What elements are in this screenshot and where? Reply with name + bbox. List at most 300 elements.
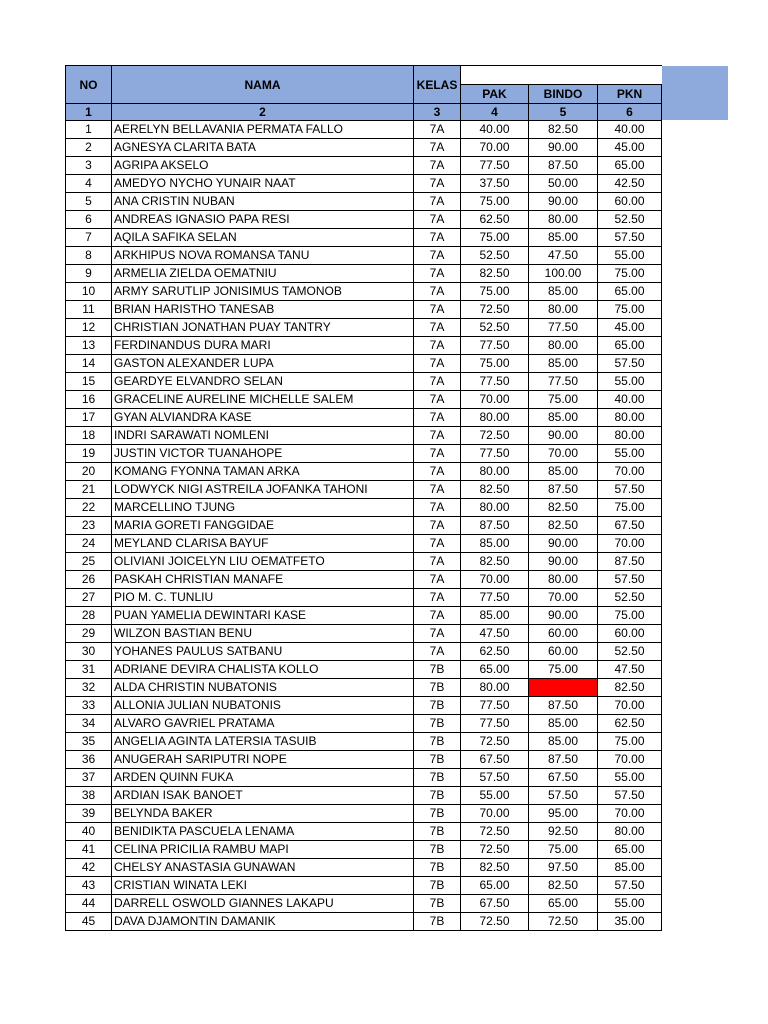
cell-no: 3 (66, 157, 112, 175)
cell-kelas: 7A (414, 391, 461, 409)
cell-pkn: 70.00 (598, 697, 662, 715)
cell-nama: ANA CRISTIN NUBAN (112, 193, 414, 211)
cell-kelas: 7B (414, 733, 461, 751)
cell-bindo: 85.00 (529, 463, 598, 481)
cell-no: 19 (66, 445, 112, 463)
cell-bindo: 82.50 (529, 499, 598, 517)
cell-nama: ANUGERAH SARIPUTRI NOPE (112, 751, 414, 769)
column-number: 2 (112, 104, 414, 121)
header-kelas: KELAS (414, 66, 461, 104)
cell-pak: 80.00 (461, 409, 529, 427)
cell-nama: GYAN ALVIANDRA KASE (112, 409, 414, 427)
cell-pkn: 57.50 (598, 355, 662, 373)
cell-nama: MARIA GORETI FANGGIDAE (112, 517, 414, 535)
cell-nama: AMEDYO NYCHO YUNAIR NAAT (112, 175, 414, 193)
cell-pak: 75.00 (461, 283, 529, 301)
cell-bindo: 90.00 (529, 427, 598, 445)
cell-kelas: 7A (414, 463, 461, 481)
cell-no: 17 (66, 409, 112, 427)
table-row (66, 211, 662, 229)
cell-bindo: 90.00 (529, 607, 598, 625)
cell-bindo: 80.00 (529, 211, 598, 229)
table-row (66, 409, 662, 427)
cell-no: 40 (66, 823, 112, 841)
grades-table (65, 65, 662, 931)
cell-no: 21 (66, 481, 112, 499)
cell-nama: PIO M. C. TUNLIU (112, 589, 414, 607)
cell-no: 37 (66, 769, 112, 787)
cell-no: 45 (66, 913, 112, 931)
cell-pak: 70.00 (461, 391, 529, 409)
cell-no: 12 (66, 319, 112, 337)
column-number: 6 (598, 104, 662, 121)
cell-nama: PUAN YAMELIA DEWINTARI KASE (112, 607, 414, 625)
cell-pkn: 82.50 (598, 679, 662, 697)
cell-bindo: 85.00 (529, 355, 598, 373)
cell-kelas: 7A (414, 373, 461, 391)
cell-bindo: 85.00 (529, 229, 598, 247)
cell-nama: WILZON BASTIAN BENU (112, 625, 414, 643)
cell-no: 22 (66, 499, 112, 517)
cell-no: 10 (66, 283, 112, 301)
cell-no: 26 (66, 571, 112, 589)
cell-pkn: 65.00 (598, 337, 662, 355)
cell-kelas: 7B (414, 769, 461, 787)
cell-kelas: 7B (414, 679, 461, 697)
cell-pkn: 75.00 (598, 607, 662, 625)
cell-pkn: 65.00 (598, 841, 662, 859)
cell-kelas: 7A (414, 211, 461, 229)
cell-no: 2 (66, 139, 112, 157)
table-row (66, 139, 662, 157)
cell-kelas: 7A (414, 193, 461, 211)
table-row (66, 679, 662, 697)
header-pkn: PKN (598, 85, 662, 104)
cell-pkn: 40.00 (598, 391, 662, 409)
table-row (66, 589, 662, 607)
cell-nama: JUSTIN VICTOR TUANAHOPE (112, 445, 414, 463)
table-header (66, 66, 662, 121)
cell-kelas: 7A (414, 229, 461, 247)
cell-pkn: 52.50 (598, 211, 662, 229)
cell-kelas: 7A (414, 589, 461, 607)
cell-bindo: 80.00 (529, 301, 598, 319)
table-row (66, 301, 662, 319)
cell-no: 13 (66, 337, 112, 355)
cell-no: 7 (66, 229, 112, 247)
cell-kelas: 7B (414, 823, 461, 841)
cell-kelas: 7A (414, 157, 461, 175)
cell-pak: 77.50 (461, 157, 529, 175)
cell-pak: 80.00 (461, 679, 529, 697)
cell-bindo: 77.50 (529, 319, 598, 337)
cell-bindo: 85.00 (529, 715, 598, 733)
cell-pak: 52.50 (461, 247, 529, 265)
cell-bindo: 85.00 (529, 733, 598, 751)
table-row (66, 697, 662, 715)
cell-kelas: 7B (414, 913, 461, 931)
cell-no: 28 (66, 607, 112, 625)
cell-nama: KOMANG FYONNA TAMAN ARKA (112, 463, 414, 481)
cell-pak: 57.50 (461, 769, 529, 787)
header-bindo: BINDO (529, 85, 598, 104)
cell-pkn: 65.00 (598, 157, 662, 175)
cell-nama: MARCELLINO TJUNG (112, 499, 414, 517)
cell-pkn: 40.00 (598, 121, 662, 139)
cell-kelas: 7B (414, 859, 461, 877)
cell-no: 32 (66, 679, 112, 697)
cell-kelas: 7A (414, 409, 461, 427)
cell-kelas: 7B (414, 697, 461, 715)
cell-nama: ARDIAN ISAK BANOET (112, 787, 414, 805)
cell-bindo: 57.50 (529, 787, 598, 805)
cell-pkn: 87.50 (598, 553, 662, 571)
cell-pkn: 75.00 (598, 733, 662, 751)
cell-bindo: 72.50 (529, 913, 598, 931)
cell-bindo: 87.50 (529, 697, 598, 715)
table-row (66, 265, 662, 283)
table-row (66, 571, 662, 589)
cell-no: 18 (66, 427, 112, 445)
cell-pkn: 60.00 (598, 193, 662, 211)
cell-kelas: 7A (414, 607, 461, 625)
cell-pkn: 57.50 (598, 787, 662, 805)
cell-bindo: 70.00 (529, 589, 598, 607)
header-subject-group (461, 66, 662, 85)
cell-bindo: 90.00 (529, 535, 598, 553)
cell-kelas: 7A (414, 625, 461, 643)
cell-pkn: 70.00 (598, 535, 662, 553)
cell-bindo: 87.50 (529, 157, 598, 175)
cell-bindo: 82.50 (529, 517, 598, 535)
table-row (66, 715, 662, 733)
cell-pak: 77.50 (461, 445, 529, 463)
cell-kelas: 7A (414, 355, 461, 373)
cell-pak: 77.50 (461, 715, 529, 733)
table-row (66, 607, 662, 625)
cell-nama: AGRIPA AKSELO (112, 157, 414, 175)
cell-bindo: 65.00 (529, 895, 598, 913)
cell-nama: ADRIANE DEVIRA CHALISTA KOLLO (112, 661, 414, 679)
table-row (66, 391, 662, 409)
cell-pak: 65.00 (461, 661, 529, 679)
cell-kelas: 7A (414, 301, 461, 319)
cell-pkn: 75.00 (598, 301, 662, 319)
cell-no: 16 (66, 391, 112, 409)
cell-bindo: 50.00 (529, 175, 598, 193)
cell-nama: MEYLAND CLARISA BAYUF (112, 535, 414, 553)
table-row (66, 751, 662, 769)
cell-nama: PASKAH CHRISTIAN MANAFE (112, 571, 414, 589)
cell-kelas: 7A (414, 571, 461, 589)
cell-no: 27 (66, 589, 112, 607)
cell-kelas: 7A (414, 283, 461, 301)
cell-pak: 72.50 (461, 301, 529, 319)
table-row (66, 445, 662, 463)
table-row (66, 481, 662, 499)
cell-nama: ARDEN QUINN FUKA (112, 769, 414, 787)
table-row (66, 787, 662, 805)
cell-nama: DARRELL OSWOLD GIANNES LAKAPU (112, 895, 414, 913)
cell-pak: 65.00 (461, 877, 529, 895)
table-row (66, 877, 662, 895)
cell-pak: 72.50 (461, 823, 529, 841)
cell-no: 39 (66, 805, 112, 823)
cell-pak: 85.00 (461, 607, 529, 625)
cell-no: 31 (66, 661, 112, 679)
cell-pak: 77.50 (461, 697, 529, 715)
cell-kelas: 7A (414, 319, 461, 337)
cell-kelas: 7A (414, 517, 461, 535)
cell-no: 8 (66, 247, 112, 265)
cell-pkn: 45.00 (598, 319, 662, 337)
cell-pkn: 52.50 (598, 589, 662, 607)
cell-bindo: 85.00 (529, 409, 598, 427)
cell-bindo: 80.00 (529, 337, 598, 355)
cell-bindo: 97.50 (529, 859, 598, 877)
cell-kelas: 7A (414, 175, 461, 193)
cell-no: 11 (66, 301, 112, 319)
cell-pkn: 57.50 (598, 481, 662, 499)
cell-nama: BRIAN HARISTHO TANESAB (112, 301, 414, 319)
cell-bindo: 82.50 (529, 121, 598, 139)
cell-bindo: 47.50 (529, 247, 598, 265)
cell-pkn: 70.00 (598, 805, 662, 823)
table-row (66, 733, 662, 751)
table-row (66, 643, 662, 661)
table-row (66, 319, 662, 337)
cell-pak: 67.50 (461, 895, 529, 913)
table-row (66, 355, 662, 373)
column-number: 5 (529, 104, 598, 121)
cell-kelas: 7A (414, 445, 461, 463)
cell-pkn: 47.50 (598, 661, 662, 679)
cell-nama: DAVA DJAMONTIN DAMANIK (112, 913, 414, 931)
header-nama: NAMA (112, 66, 414, 104)
cell-pkn: 67.50 (598, 517, 662, 535)
cell-pak: 72.50 (461, 427, 529, 445)
cell-pak: 40.00 (461, 121, 529, 139)
table-body (66, 121, 662, 931)
cell-pak: 85.00 (461, 535, 529, 553)
table-row (66, 121, 662, 139)
cell-bindo: 60.00 (529, 625, 598, 643)
cell-nama: CELINA PRICILIA RAMBU MAPI (112, 841, 414, 859)
cell-kelas: 7B (414, 661, 461, 679)
table-row (66, 895, 662, 913)
cell-no: 9 (66, 265, 112, 283)
table-row (66, 373, 662, 391)
cell-kelas: 7A (414, 247, 461, 265)
cell-pkn: 52.50 (598, 643, 662, 661)
cell-nama: ALDA CHRISTIN NUBATONIS (112, 679, 414, 697)
cell-pak: 75.00 (461, 355, 529, 373)
cell-kelas: 7A (414, 553, 461, 571)
cell-no: 43 (66, 877, 112, 895)
table-row (66, 625, 662, 643)
cell-pak: 82.50 (461, 553, 529, 571)
cell-no: 23 (66, 517, 112, 535)
cell-bindo: 70.00 (529, 445, 598, 463)
cell-no: 44 (66, 895, 112, 913)
cell-pak: 70.00 (461, 805, 529, 823)
cell-no: 1 (66, 121, 112, 139)
cell-no: 41 (66, 841, 112, 859)
cell-bindo: 75.00 (529, 391, 598, 409)
cell-pak: 82.50 (461, 481, 529, 499)
cell-pak: 47.50 (461, 625, 529, 643)
cell-kelas: 7A (414, 265, 461, 283)
cell-no: 34 (66, 715, 112, 733)
cell-kelas: 7B (414, 877, 461, 895)
column-number-row (66, 104, 662, 121)
table-row (66, 661, 662, 679)
cell-bindo: 75.00 (529, 661, 598, 679)
cell-pkn: 80.00 (598, 427, 662, 445)
table-row (66, 769, 662, 787)
cell-nama: ANDREAS IGNASIO PAPA RESI (112, 211, 414, 229)
table-row (66, 283, 662, 301)
table-row (66, 175, 662, 193)
cell-bindo: 90.00 (529, 139, 598, 157)
table-row (66, 805, 662, 823)
cell-no: 38 (66, 787, 112, 805)
cell-no: 25 (66, 553, 112, 571)
cell-pkn: 55.00 (598, 769, 662, 787)
cell-nama: AQILA SAFIKA SELAN (112, 229, 414, 247)
cell-pak: 62.50 (461, 211, 529, 229)
cell-pkn: 70.00 (598, 751, 662, 769)
cell-no: 42 (66, 859, 112, 877)
cell-bindo: 87.50 (529, 751, 598, 769)
cell-bindo: 75.00 (529, 841, 598, 859)
cell-bindo: 92.50 (529, 823, 598, 841)
cell-pak: 55.00 (461, 787, 529, 805)
cell-pkn: 75.00 (598, 265, 662, 283)
cell-nama: ARMELIA ZIELDA OEMATNIU (112, 265, 414, 283)
cell-pak: 70.00 (461, 139, 529, 157)
cell-kelas: 7A (414, 499, 461, 517)
cell-pkn: 65.00 (598, 283, 662, 301)
cell-pak: 77.50 (461, 373, 529, 391)
cell-nama: BELYNDA BAKER (112, 805, 414, 823)
cell-pkn: 57.50 (598, 877, 662, 895)
cell-pak: 37.50 (461, 175, 529, 193)
cell-pkn: 55.00 (598, 247, 662, 265)
cell-pkn: 80.00 (598, 823, 662, 841)
cell-pkn: 70.00 (598, 463, 662, 481)
table-row (66, 553, 662, 571)
cell-kelas: 7A (414, 643, 461, 661)
cell-no: 36 (66, 751, 112, 769)
cell-pkn: 42.50 (598, 175, 662, 193)
table-row (66, 229, 662, 247)
cell-kelas: 7B (414, 841, 461, 859)
column-number: 1 (66, 104, 112, 121)
cell-no: 4 (66, 175, 112, 193)
column-number: 3 (414, 104, 461, 121)
cell-nama: ARKHIPUS NOVA ROMANSA TANU (112, 247, 414, 265)
cell-kelas: 7A (414, 139, 461, 157)
cell-bindo: 85.00 (529, 283, 598, 301)
cell-pkn: 62.50 (598, 715, 662, 733)
table-row (66, 823, 662, 841)
cell-pkn: 60.00 (598, 625, 662, 643)
column-number: 4 (461, 104, 529, 121)
table-row (66, 193, 662, 211)
cell-pak: 82.50 (461, 859, 529, 877)
cell-no: 35 (66, 733, 112, 751)
table-row (66, 463, 662, 481)
cell-pkn: 35.00 (598, 913, 662, 931)
cell-no: 29 (66, 625, 112, 643)
cell-pak: 80.00 (461, 463, 529, 481)
cell-nama: INDRI SARAWATI NOMLENI (112, 427, 414, 445)
cell-bindo: 82.50 (529, 877, 598, 895)
cell-bindo (529, 679, 598, 697)
cell-nama: AGNESYA CLARITA BATA (112, 139, 414, 157)
cell-bindo: 100.00 (529, 265, 598, 283)
table-row (66, 859, 662, 877)
cell-kelas: 7A (414, 535, 461, 553)
cell-kelas: 7B (414, 715, 461, 733)
table-row (66, 157, 662, 175)
cell-kelas: 7B (414, 751, 461, 769)
cell-pkn: 85.00 (598, 859, 662, 877)
cell-kelas: 7B (414, 787, 461, 805)
cell-bindo: 90.00 (529, 553, 598, 571)
table-row (66, 913, 662, 931)
cell-kelas: 7A (414, 481, 461, 499)
header-pak: PAK (461, 85, 529, 104)
cell-nama: BENIDIKTA PASCUELA LENAMA (112, 823, 414, 841)
cell-nama: OLIVIANI JOICELYN LIU OEMATFETO (112, 553, 414, 571)
cell-pak: 77.50 (461, 337, 529, 355)
cell-pak: 87.50 (461, 517, 529, 535)
cell-pak: 75.00 (461, 193, 529, 211)
cell-pak: 62.50 (461, 643, 529, 661)
cell-nama: CHRISTIAN JONATHAN PUAY TANTRY (112, 319, 414, 337)
cell-pak: 75.00 (461, 229, 529, 247)
header-no: NO (66, 66, 112, 104)
cell-nama: ALLONIA JULIAN NUBATONIS (112, 697, 414, 715)
table-row (66, 427, 662, 445)
cell-nama: YOHANES PAULUS SATBANU (112, 643, 414, 661)
cell-pak: 70.00 (461, 571, 529, 589)
cell-bindo: 67.50 (529, 769, 598, 787)
cell-nama: ALVARO GAVRIEL PRATAMA (112, 715, 414, 733)
cell-nama: AERELYN BELLAVANIA PERMATA FALLO (112, 121, 414, 139)
cell-pak: 77.50 (461, 589, 529, 607)
table-row (66, 517, 662, 535)
table-row (66, 499, 662, 517)
cell-pkn: 55.00 (598, 445, 662, 463)
cell-nama: CHELSY ANASTASIA GUNAWAN (112, 859, 414, 877)
header-row (66, 66, 662, 85)
cell-nama: GEARDYE ELVANDRO SELAN (112, 373, 414, 391)
cell-kelas: 7A (414, 121, 461, 139)
cell-no: 15 (66, 373, 112, 391)
cell-nama: GRACELINE AURELINE MICHELLE SALEM (112, 391, 414, 409)
cell-pak: 67.50 (461, 751, 529, 769)
cell-pak: 72.50 (461, 913, 529, 931)
cell-pkn: 45.00 (598, 139, 662, 157)
cell-no: 5 (66, 193, 112, 211)
cell-kelas: 7B (414, 895, 461, 913)
table-row (66, 841, 662, 859)
cell-bindo: 95.00 (529, 805, 598, 823)
cell-no: 30 (66, 643, 112, 661)
